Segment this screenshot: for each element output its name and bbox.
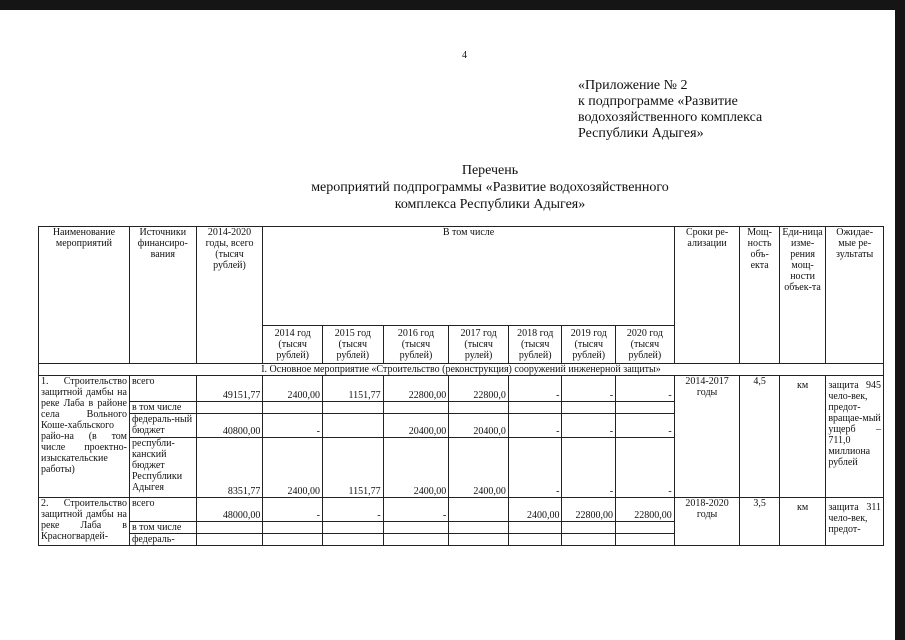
header-expected: Ожидае-мые ре-зультаты	[826, 227, 884, 364]
event-1-name: 1. Строительство защитной дамбы на реке Лаба в районе села Вольного Коше-хабльского райо-на (в том числе проектно-изыскательские работы)	[39, 376, 130, 498]
year-cell: 22800,00	[383, 376, 449, 402]
year-cell	[449, 534, 509, 546]
year-cell	[616, 402, 675, 414]
header-terms: Сроки ре-ализации	[674, 227, 740, 364]
year-cell	[263, 522, 323, 534]
total-cell	[196, 522, 263, 534]
total-cell	[196, 534, 263, 546]
year-cell	[383, 534, 449, 546]
year-cell: 22800,00	[562, 498, 616, 522]
header-year-2019: 2019 год (тысяч рублей)	[562, 326, 616, 364]
document-title	[240, 162, 740, 213]
year-cell	[562, 522, 616, 534]
page-number: 4	[462, 50, 467, 61]
header-year-2014: 2014 год (тысяч рублей)	[263, 326, 323, 364]
appendix-line: «Приложение № 2	[578, 78, 688, 93]
year-cell: -	[616, 376, 675, 402]
event-2-unit: км	[779, 498, 825, 546]
header-including: В том числе	[263, 227, 674, 326]
year-cell	[616, 522, 675, 534]
source-cell: в том числе	[129, 402, 196, 414]
header-unit: Еди-ница изме-рения мощ-ности объек-та	[779, 227, 825, 364]
year-cell	[383, 402, 449, 414]
year-cell: -	[616, 414, 675, 438]
appendix-line: Республики Адыгея»	[578, 126, 704, 141]
year-cell	[449, 522, 509, 534]
year-cell	[616, 534, 675, 546]
year-cell: -	[562, 376, 616, 402]
header-year-2015: 2015 год (тысяч рублей)	[322, 326, 383, 364]
header-total: 2014-2020 годы, всего (тысяч рублей)	[196, 227, 263, 364]
header-year-2020: 2020 год (тысяч рублей)	[616, 326, 675, 364]
event-1-unit: км	[779, 376, 825, 498]
header-year-2017: 2017 год (тысяч рулей)	[449, 326, 509, 364]
year-cell: 1151,77	[322, 376, 383, 402]
year-cell: -	[508, 414, 562, 438]
total-cell: 48000,00	[196, 498, 263, 522]
year-cell	[383, 522, 449, 534]
event-1-expected: защита 945 чело-век, предот-вращае-мый ущерб – 711,0 миллиона рублей	[826, 376, 884, 498]
year-cell	[562, 534, 616, 546]
year-cell: 2400,00	[263, 376, 323, 402]
year-cell: -	[562, 438, 616, 498]
year-cell	[322, 414, 383, 438]
year-cell: 2400,00	[383, 438, 449, 498]
header-name: Наименование мероприятий	[39, 227, 130, 364]
header-year-2018: 2018 год (тысяч рублей)	[508, 326, 562, 364]
event-2-name: 2. Строительство защитной дамбы на реке Лаба в Красногвардей-	[39, 498, 130, 546]
source-cell: федераль-ный бюджет	[129, 414, 196, 438]
scan-top-edge	[0, 0, 905, 10]
event-1-terms: 2014-2017 годы	[674, 376, 740, 498]
year-cell: -	[322, 498, 383, 522]
year-cell: 22800,0	[449, 376, 509, 402]
year-cell: 22800,00	[616, 498, 675, 522]
year-cell: -	[508, 438, 562, 498]
year-cell: -	[508, 376, 562, 402]
total-cell	[196, 402, 263, 414]
year-cell	[322, 522, 383, 534]
year-cell: -	[616, 438, 675, 498]
year-cell	[322, 402, 383, 414]
source-cell: федераль-	[129, 534, 196, 546]
year-cell	[263, 534, 323, 546]
source-cell: республи-канский бюджет Республики Адыгея	[129, 438, 196, 498]
source-cell: всего	[129, 376, 196, 402]
year-cell: 20400,0	[449, 414, 509, 438]
header-year-2016: 2016 год (тысяч рублей)	[383, 326, 449, 364]
event-2-terms: 2018-2020 годы	[674, 498, 740, 546]
year-cell: 2400,00	[508, 498, 562, 522]
year-cell: -	[263, 498, 323, 522]
year-cell	[449, 498, 509, 522]
section-row	[39, 364, 884, 376]
year-cell	[562, 402, 616, 414]
year-cell	[322, 534, 383, 546]
appendix-line: к подпрограмме «Развитие	[578, 94, 738, 109]
total-cell: 40800,00	[196, 414, 263, 438]
title-line: мероприятий подпрограммы «Развитие водохозяйственного	[311, 180, 669, 195]
event-1-capacity: 4,5	[740, 376, 779, 498]
title-line: Перечень	[461, 163, 519, 178]
header-row	[39, 227, 884, 326]
year-cell: -	[562, 414, 616, 438]
title-line: комплекса Республики Адыгея»	[394, 197, 586, 212]
year-cell	[508, 522, 562, 534]
year-cell	[449, 402, 509, 414]
year-cell	[263, 402, 323, 414]
source-cell: всего	[129, 498, 196, 522]
year-cell: 20400,00	[383, 414, 449, 438]
source-cell: в том числе	[129, 522, 196, 534]
events-table	[38, 226, 884, 546]
year-cell: 2400,00	[263, 438, 323, 498]
year-cell	[508, 534, 562, 546]
appendix-block	[578, 78, 762, 142]
year-cell: 2400,00	[449, 438, 509, 498]
appendix-line: водохозяйственного комплекса	[578, 110, 763, 125]
year-cell	[508, 402, 562, 414]
event-2-expected: защита 311 чело-век, предот-	[826, 498, 884, 546]
total-cell: 49151,77	[196, 376, 263, 402]
section-title: I. Основное мероприятие «Строительство (реконструкция) сооружений инженерной защиты»	[39, 364, 884, 376]
year-cell: 1151,77	[322, 438, 383, 498]
total-cell: 8351,77	[196, 438, 263, 498]
header-capacity: Мощ-ность объ-екта	[740, 227, 779, 364]
event-2-capacity: 3,5	[740, 498, 779, 546]
year-cell: -	[383, 498, 449, 522]
scan-right-edge	[895, 0, 905, 640]
table-row	[39, 376, 884, 402]
table-row	[39, 498, 884, 522]
header-sources: Источники финансиро-вания	[129, 227, 196, 364]
year-cell: -	[263, 414, 323, 438]
